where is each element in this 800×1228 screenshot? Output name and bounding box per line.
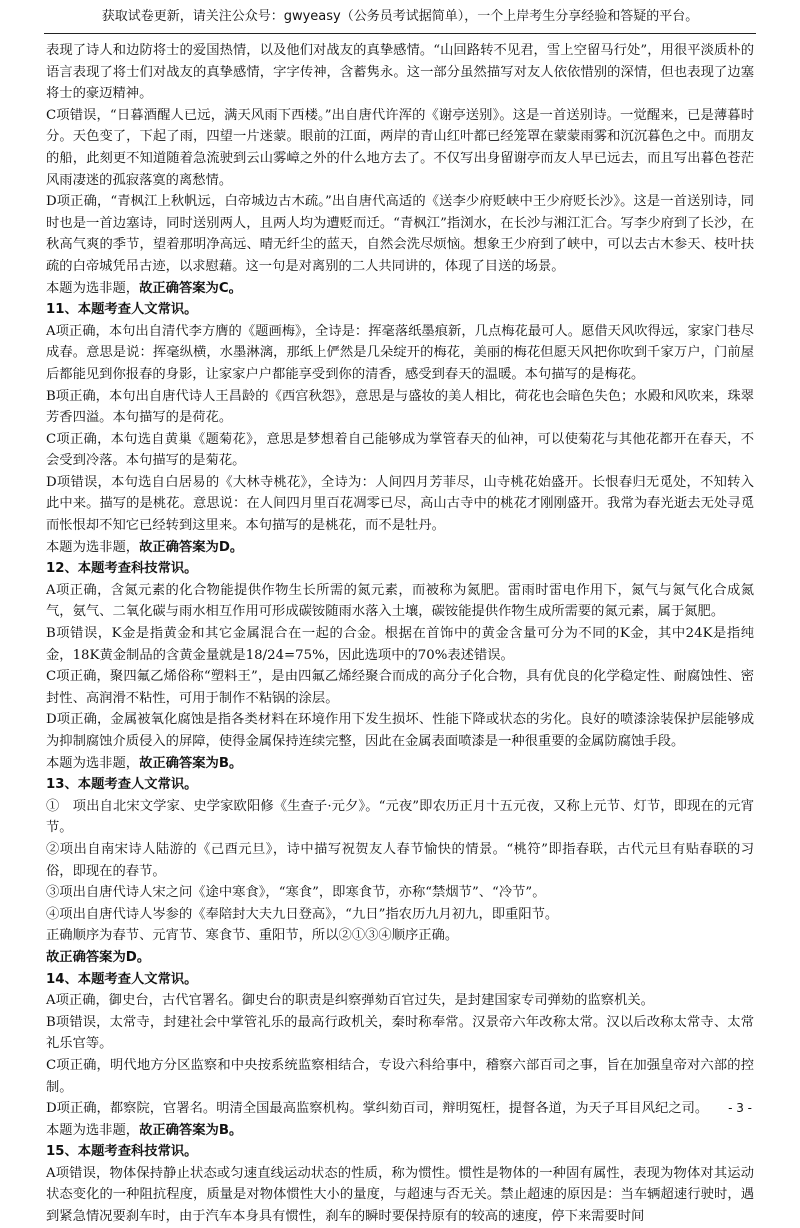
question-heading: 15、本题考查科技常识。	[46, 1144, 198, 1160]
paragraph: A项正确，含氮元素的化合物能提供作物生长所需的氮元素，而被称为氮肥。雷雨时雷电作用下，氮气与氮气化合成氮气，氨气、二氧化碳与雨水相互作用可形成碳铵随雨水落入土壤，碳铵能提供作物生成所需要的氮元素，属于氮肥。	[46, 582, 754, 620]
paragraph: D项正确，金属被氧化腐蚀是指各类材料在环境作用下发生损坏、性能下降或状态的劣化。良好的喷漆涂装保护层能够成为抑制腐蚀介质侵入的屏障，使得金属保持连续完整，因此在金属表面喷漆是一种很重要的金属防腐蚀手段。	[46, 712, 754, 749]
answer-text: 故正确答案为B。	[139, 1122, 243, 1138]
paragraph: C项正确，本句选自黄巢《题菊花》，意思是梦想着自己能够成为掌管春天的仙神，可以使菊花与其他花都开在春天，不会受到冷落。本句描写的是菊花。	[46, 431, 754, 469]
paragraph: C项正确，明代地方分区监察和中央按系统监察相结合，专设六科给事中，稽察六部百司之事，旨在加强皇帝对六部的控制。	[46, 1057, 754, 1095]
paragraph: ②项出自南宋诗人陆游的《己酉元旦》，诗中描写祝贺友人春节愉快的情景。“桃符”即指春联，古代元旦有贴春联的习俗，即现在的春节。	[46, 841, 754, 879]
paragraph: C项错误，“日暮酒醒人已远，满天风雨下西楼。”出自唐代许浑的《谢亭送别》。这是一首送别诗。一觉醒来，已是薄暮时分。天色变了，下起了雨，四望一片迷蒙。眼前的江面，两岸的青山红叶都已经笼罩在蒙蒙雨雾和沉沉暮色之中。而朋友的船，此刻更不知道随着急流驶到云山雾嶂之外的什么地方去了。不仅写出身留谢亭而友人早已远去，而且写出暮色苍茫风雨凄迷的孤寂落寞的离愁情。	[46, 107, 754, 188]
question-heading: 13、本题考查人文常识。	[46, 777, 198, 793]
document-body	[46, 40, 754, 1228]
answer-text: 故正确答案为D。	[139, 539, 244, 555]
page-number: - 3 -	[728, 1101, 752, 1115]
question-heading: 11、本题考查人文常识。	[46, 302, 198, 318]
answer-text: 故正确答案为C。	[139, 280, 242, 296]
paragraph: C项正确，聚四氟乙烯俗称“塑料王”，是由四氟乙烯经聚合而成的高分子化合物，具有优良的化学稳定性、耐腐蚀性、密封性、高润滑不粘性，可用于制作不粘锅的涂层。	[46, 669, 754, 706]
paragraph: A项错误，物体保持静止状态或匀速直线运动状态的性质，称为惯性。惯性是物体的一种固有属性，表现为物体对其运动状态变化的一种阻抗程度，质量是对物体惯性大小的量度，与超速与否无关。禁止超速的原因是：当车辆超速行驶时，遇到紧急情况要刹车时，由于汽车本身具有惯性，刹车的瞬时要保持原有的较高的速度，停下来需要时间	[46, 1165, 754, 1225]
paragraph: B项错误，太常寺，封建社会中掌管礼乐的最高行政机关，秦时称奉常。汉景帝六年改称太常。汉以后改称太常寺、太常礼乐官等。	[46, 1014, 754, 1052]
paragraph: A项正确，御史台，古代官署名。御史台的职责是纠察弹劾百官过失，是封建国家专司弹劾的监察机关。	[46, 993, 654, 1009]
answer-line	[46, 1120, 754, 1142]
page-header: 获取试卷更新，请关注公众号：gwyeasy（公务员考试据简单），一个上岸考生分享经验和答疑的平台。	[101, 9, 699, 24]
paragraph: D项正确，“青枫江上秋帆远，白帝城边古木疏。”出自唐代高适的《送李少府贬峡中王少府贬长沙》。这是一首送别诗，同时也是一首边塞诗，同时送别两人，且两人均为遭贬而迁。“青枫江”指浏水，在长沙与湘江汇合。写李少府到了长沙，在秋高气爽的季节，望着那明净高远、晴无纤尘的蓝天，自然会洗尽烦恼。想象王少府到了峡中，可以去古木参天、枝叶扶疏的白帝城凭吊古迹，以求慰藉。这一句是对离别的二人共同讲的，体现了目送的场景。	[46, 194, 754, 274]
answer-text: 故正确答案为B。	[139, 755, 243, 771]
paragraph: B项正确，本句出自唐代诗人王昌龄的《西宫秋怨》，意思是与盛妆的美人相比，荷花也会暗色失色；水殿和风吹来，珠翠芳香四溢。本句描写的是荷花。	[46, 388, 754, 426]
answer-line	[46, 278, 754, 300]
paragraph: 表现了诗人和边防将士的爱国热情，以及他们对战友的真挚感情。“山回路转不见君，雪上空留马行处”，用很平淡质朴的语言表现了将士们对战友的真挚感情，字字传神，含蓄隽永。这一部分虽然描写对友人依依惜别的深情，但也表现了边塞将士的豪迈精神。	[46, 43, 754, 102]
question-heading: 12、本题考查科技常识。	[46, 561, 198, 577]
paragraph: D项正确，都察院，官署名。明清全国最高监察机构。掌纠劾百司，辩明冤枉，提督各道，为天子耳目风纪之司。	[46, 1101, 709, 1117]
answer-prefix: 本题为选非题，	[46, 539, 140, 555]
paragraph: ① 项出自北宋文学家、史学家欧阳修《生查子·元夕》。“元夜”即农历正月十五元夜，又称上元节、灯节，即现在的元宵节。	[46, 798, 754, 836]
paragraph: 正确顺序为春节、元宵节、寒食节、重阳节，所以②①③④顺序正确。	[46, 928, 459, 944]
answer-prefix: 本题为选非题，	[46, 755, 140, 771]
answer-line	[46, 947, 754, 969]
answer-prefix: 本题为选非题，	[46, 1122, 140, 1138]
paragraph: A项正确，本句出自清代李方膺的《题画梅》，全诗是：挥毫落纸墨痕新，几点梅花最可人。愿借天风吹得远，家家门巷尽成春。意思是说：挥毫纵横，水墨淋漓，那纸上俨然是几朵绽开的梅花，美丽的梅花但愿天风把你吹到千家万户，门前屋后都能见到你报春的身影，让家家户户都能享受到你的清香，感受到春天的温暖。本句描写的是梅花。	[46, 323, 754, 382]
paragraph: B项错误，K金是指黄金和其它金属混合在一起的合金。根据在首饰中的黄金含量可分为不同的K金，其中24K是指纯金，18K黄金制品的含黄金量就是18/24=75%，因此选项中的70%表述错误。	[46, 626, 754, 663]
answer-line	[46, 537, 754, 559]
question-heading: 14、本题考查人文常识。	[46, 971, 198, 987]
paragraph: D项错误，本句选自白居易的《大林寺桃花》，全诗为：人间四月芳菲尽，山寺桃花始盛开。长恨春归无觅处，不知转入此中来。描写的是桃花。意思说：在人间四月里百花凋零已尽，高山古寺中的桃花才刚刚盛开。我常为春光逝去无处寻觅而怅恨却不知它已经转到这里来。本句描写的是桃花，而不是牡丹。	[46, 474, 754, 534]
header-divider	[44, 33, 756, 34]
answer-prefix: 本题为选非题，	[46, 280, 140, 296]
answer-line	[46, 753, 754, 775]
paragraph: ③项出自唐代诗人宋之问《途中寒食》，“寒食”，即寒食节，亦称“禁烟节”、“冷节”。	[46, 885, 546, 901]
answer-text: 故正确答案为D。	[46, 949, 151, 965]
paragraph: ④项出自唐代诗人岑参的《奉陪封大夫九日登高》，“九日”指农历九月初九，即重阳节。	[46, 906, 559, 922]
